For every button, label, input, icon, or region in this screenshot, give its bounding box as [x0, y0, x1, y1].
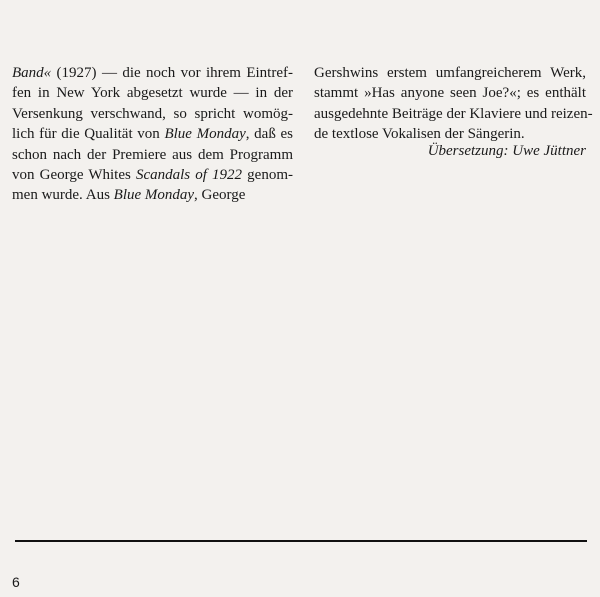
- body-text: lich für die Qualität von: [12, 126, 165, 143]
- text-line: [314, 104, 593, 124]
- body-text: Gershwins erstem umfangreicherem Werk,: [314, 65, 586, 81]
- body-text: (1927) — die noch vor ihrem Eintref-: [51, 65, 293, 81]
- body-text: de textlose Vokalisen der Sängerin.: [314, 126, 525, 143]
- text-line: [12, 185, 293, 205]
- page-number: 6: [12, 574, 20, 590]
- text-line: [314, 83, 586, 103]
- italic-title-text: Scandals of 1922: [135, 167, 243, 184]
- body-text: schon nach der Premiere aus dem Programm: [12, 146, 293, 163]
- left-text-column: [12, 63, 293, 206]
- body-text: , daß es: [245, 126, 293, 143]
- body-text: genom-: [242, 167, 293, 184]
- text-line: [12, 165, 293, 185]
- body-text: men wurde. Aus: [12, 187, 114, 204]
- right-text-column: [314, 63, 593, 145]
- footer-rule: [15, 540, 587, 542]
- italic-title-text: Band«: [12, 65, 52, 81]
- text-line: [314, 63, 586, 83]
- translation-label: Übersetzung:: [427, 143, 509, 159]
- body-text: Versenkung verschwand, so spricht womög-: [12, 105, 293, 122]
- body-text: stammt »Has anyone seen Joe?«; es enthält: [314, 85, 586, 102]
- text-line: [12, 63, 293, 83]
- body-text: , George: [194, 187, 246, 204]
- translator-name: Uwe Jüttner: [512, 143, 586, 159]
- body-text: fen in New York abgesetzt wurde — in der: [12, 85, 293, 102]
- text-line: [12, 145, 293, 165]
- text-line: [12, 104, 293, 124]
- body-text: von George Whites: [12, 167, 136, 184]
- translation-credit: [428, 141, 586, 161]
- italic-title-text: Blue Monday: [113, 187, 195, 204]
- text-line: [12, 124, 293, 144]
- body-text: ausgedehnte Beiträge der Klaviere und reizen-: [314, 105, 593, 122]
- italic-title-text: Blue Monday: [164, 126, 246, 143]
- text-line: [12, 83, 293, 103]
